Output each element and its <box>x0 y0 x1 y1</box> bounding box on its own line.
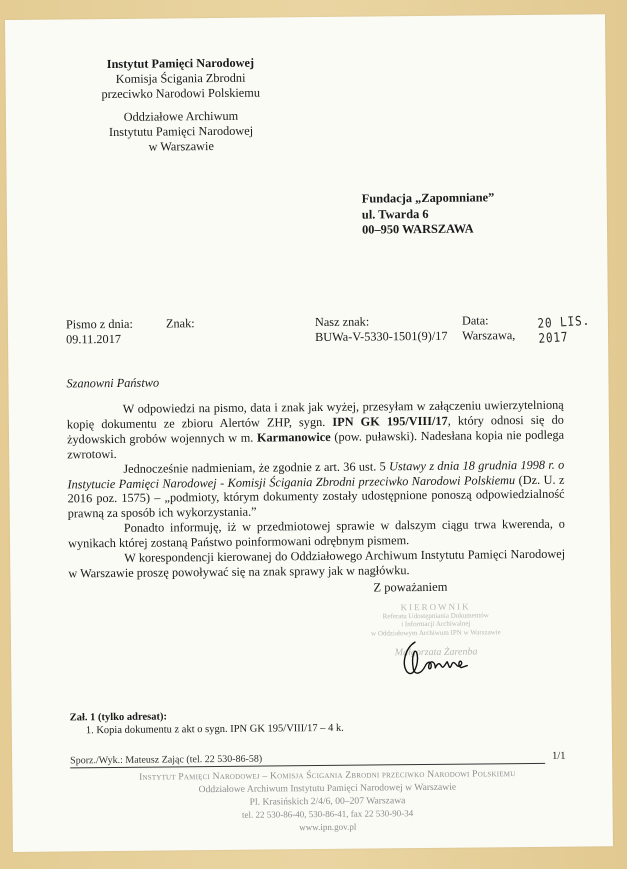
footer-archive: Oddziałowe Archiwum Instytutu Pamięci Narodowej w Warszawie <box>198 781 457 796</box>
letter-date-label: Pismo z dnia: <box>65 316 133 332</box>
their-ref-label: Znak: <box>165 316 195 331</box>
letter-date-field <box>66 317 133 348</box>
prepared-by: Sporz./Wyk.: Mateusz Zając (tel. 22 530-86-58) <box>70 751 545 769</box>
stamp-line-3: w Oddziałowym Archiwum IPN w Warszawie <box>370 627 501 638</box>
stamp-title: KIEROWNIK <box>400 601 471 613</box>
law-title: Ustawy z dnia 18 grudnia 1998 r. o Instytucie Pamięci Narodowej - Komisji Ścigania Zbrodni przeciwko Narodowi Polskiemu <box>67 457 565 491</box>
stamp-name: Małgorzata Żarenba <box>394 646 478 659</box>
our-ref-value: BUWa-V-5330-1501(9)/17 <box>314 328 448 345</box>
sender-archive-2: Instytutu Pamięci Narodowej <box>108 123 254 140</box>
recipient-street: ul. Twarda 6 <box>361 206 429 222</box>
sender-commission-2: przeciwko Narodowi Polskiemu <box>101 85 261 102</box>
salutation: Szanowni Państwo <box>66 375 160 391</box>
footer-institution: Instytut Pamięci Narodowej – Komisja Ścigania Zbrodni przeciwko Narodowi Polskiemu <box>139 768 516 783</box>
footer-phone: tel. 22 530-86-40, 530-86-41, fax 22 530-90-34 <box>241 808 414 820</box>
footer-address: Pl. Krasińskich 2/4/6, 00–207 Warszawa <box>249 795 406 808</box>
footer-website: www.ipn.gov.pl <box>299 821 357 833</box>
our-ref-field <box>315 314 448 345</box>
date-place: Warszawa, <box>461 328 516 343</box>
sender-block <box>65 55 296 155</box>
paragraph-1: W odpowiedzi na pismo, data i znak jak wyżej, przesyłam w załączeniu uwierzytelnioną kopię dokumentu ze zbioru Alertów ZHP, sygn. IPN GK 195/VIII/17, który odnosi się do żydowskich grobów wojennych w m. Karmanowice (pow. puławski). Nadesłana kopia nie podlega zwrotowi. <box>66 397 565 462</box>
paragraph-4: W korespondencji kierowanej do Oddziałowego Archiwum Instytutu Pamięci Narodowej w Warszawie proszę powoływać się na znak sprawy jak w nagłówku. <box>68 546 566 581</box>
attachments-heading: Zał. 1 (tylko adresat): <box>69 711 167 724</box>
sender-city: w Warszawie <box>148 139 214 154</box>
date-stamp: 20 LIS. 2017 <box>537 313 591 347</box>
letter-page <box>5 14 613 852</box>
paragraph-3: Ponadto informuję, iż w przedmiotowej sprawie w dalszym ciągu trwa kwerenda, o wynikach której zostaną Państwo poinformowani odrębnym pismem. <box>67 516 565 551</box>
our-ref-label: Nasz znak: <box>314 314 370 330</box>
handwritten-signature <box>397 633 477 684</box>
letterhead-footer <box>67 766 588 836</box>
place-name: Karmanowice <box>256 429 331 445</box>
signature-ref: IPN GK 195/VIII/17 <box>332 413 448 429</box>
attachments <box>70 709 344 738</box>
closing-text: Z poważaniem <box>373 579 448 595</box>
date-label: Data: <box>461 313 489 328</box>
recipient-block <box>362 190 495 238</box>
page-number: 1/1 <box>552 750 566 762</box>
letter-body <box>67 398 566 582</box>
date-field <box>462 313 516 344</box>
attachment-item: 1. Kopia dokumentu z akt o sygn. IPN GK 195/VIII/17 – 4 k. <box>85 722 344 737</box>
paragraph-2: Jednocześnie nadmieniam, że zgodnie z art. 36 ust. 5 Ustawy z dnia 18 grudnia 1998 r. o Instytucie Pamięci Narodowej - Komisji Ścigania Zbrodni przeciwko Narodowi Polskiemu (Dz. U. z 2016 poz. 1575) – „podmioty, którym dokumenty zostały udostępnione ponoszą odpowiedzialność prawną za sposób ich wykorzystania.” <box>67 457 565 521</box>
recipient-name: Fundacja „Zapomniane” <box>361 190 495 206</box>
recipient-city: 00–950 WARSZAWA <box>361 221 474 237</box>
sender-archive: Oddziałowe Archiwum <box>123 108 239 124</box>
their-ref-field <box>166 316 195 331</box>
sender-institute: Instytut Pamięci Narodowej <box>106 55 255 72</box>
letter-date-value: 09.11.2017 <box>66 331 122 347</box>
sender-commission: Komisja Ścigania Zbrodni <box>115 70 246 86</box>
stamp-line-2: i Informacji Archiwalnej <box>401 619 471 629</box>
stamp-line-1: Referatu Udostępniania Dokumentów <box>382 610 489 620</box>
